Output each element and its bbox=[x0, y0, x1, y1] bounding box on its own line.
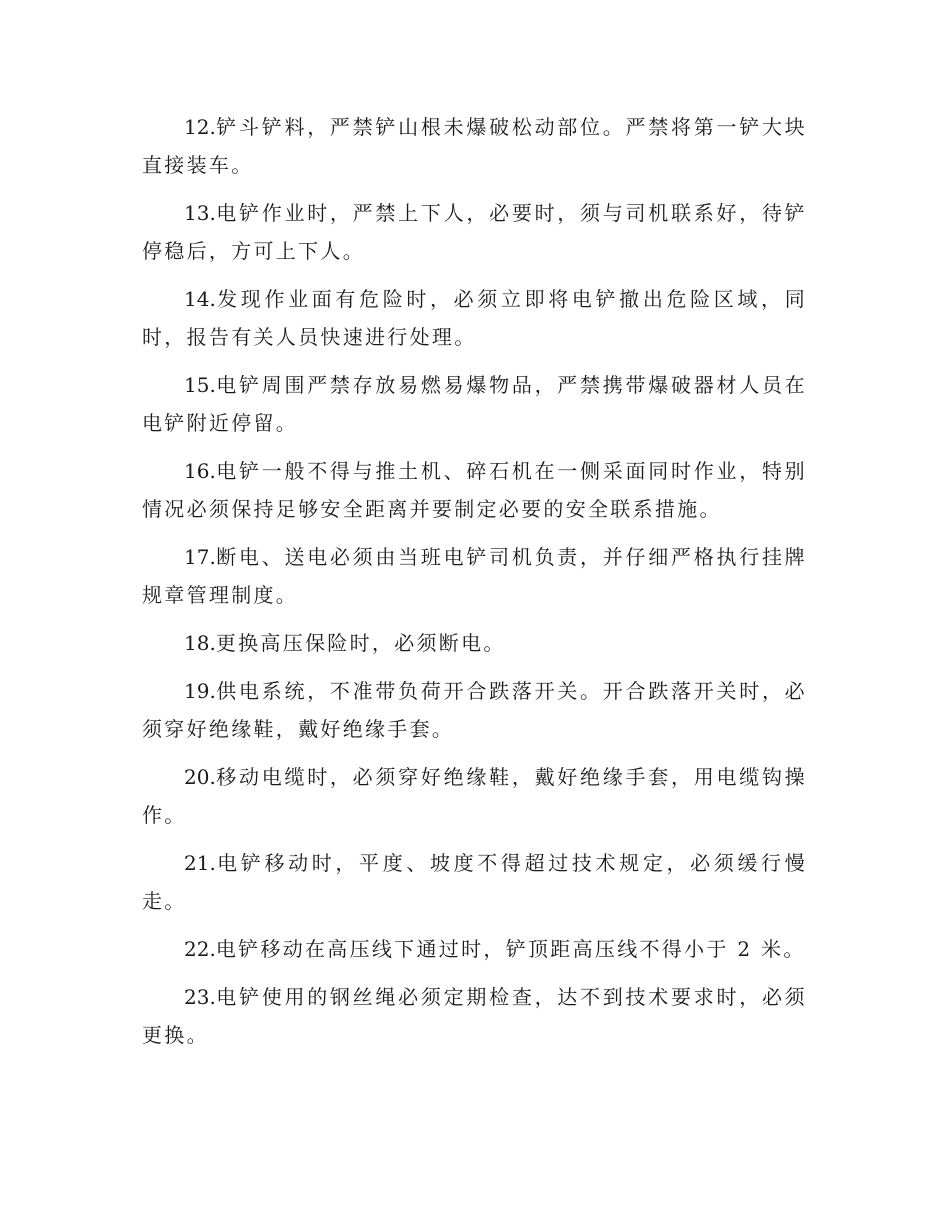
list-item bbox=[142, 978, 807, 1054]
item-text: 断电、送电必须由当班电铲司机负责，并仔细严格执行挂牌规章管理制度。 bbox=[142, 545, 807, 607]
item-number: 22. bbox=[184, 937, 216, 961]
item-text: 电铲作业时，严禁上下人，必要时，须与司机联系好，待铲停稳后，方可上下人。 bbox=[142, 201, 807, 263]
item-text: 发现作业面有危险时，必须立即将电铲撤出危险区域，同时，报告有关人员快速进行处理。 bbox=[142, 287, 807, 349]
list-item bbox=[142, 538, 807, 614]
list-item bbox=[142, 366, 807, 442]
item-number: 14. bbox=[184, 287, 216, 311]
item-text: 电铲周围严禁存放易燃易爆物品，严禁携带爆破器材人员在电铲附近停留。 bbox=[142, 373, 807, 435]
item-number: 21. bbox=[184, 851, 216, 875]
item-number: 18. bbox=[184, 631, 216, 655]
item-text: 电铲移动在高压线下通过时，铲顶距高压线不得小于 2 米。 bbox=[215, 937, 806, 961]
item-number: 19. bbox=[184, 679, 216, 703]
item-number: 17. bbox=[184, 545, 216, 569]
list-item bbox=[142, 758, 807, 834]
item-text: 电铲使用的钢丝绳必须定期检查，达不到技术要求时，必须更换。 bbox=[142, 985, 807, 1047]
document-body bbox=[142, 108, 807, 1064]
item-number: 15. bbox=[184, 373, 216, 397]
item-text: 电铲移动时，平度、坡度不得超过技术规定，必须缓行慢走。 bbox=[142, 851, 807, 913]
list-item bbox=[142, 930, 807, 968]
item-text: 铲斗铲料，严禁铲山根未爆破松动部位。严禁将第一铲大块直接装车。 bbox=[142, 115, 807, 177]
list-item bbox=[142, 108, 807, 184]
item-number: 13. bbox=[184, 201, 216, 225]
list-item bbox=[142, 194, 807, 270]
list-item bbox=[142, 452, 807, 528]
list-item bbox=[142, 624, 807, 662]
item-text: 供电系统，不准带负荷开合跌落开关。开合跌落开关时，必须穿好绝缘鞋，戴好绝缘手套。 bbox=[142, 679, 807, 741]
item-number: 23. bbox=[184, 985, 216, 1009]
list-item bbox=[142, 844, 807, 920]
item-number: 20. bbox=[184, 765, 216, 789]
list-item bbox=[142, 672, 807, 748]
list-item bbox=[142, 280, 807, 356]
item-number: 12. bbox=[184, 115, 216, 139]
item-text: 电铲一般不得与推土机、碎石机在一侧采面同时作业，特别情况必须保持足够安全距离并要制定必要的安全联系措施。 bbox=[142, 459, 807, 521]
item-text: 更换高压保险时，必须断电。 bbox=[215, 631, 506, 655]
item-text: 移动电缆时，必须穿好绝缘鞋，戴好绝缘手套，用电缆钩操作。 bbox=[142, 765, 807, 827]
item-number: 16. bbox=[184, 459, 216, 483]
